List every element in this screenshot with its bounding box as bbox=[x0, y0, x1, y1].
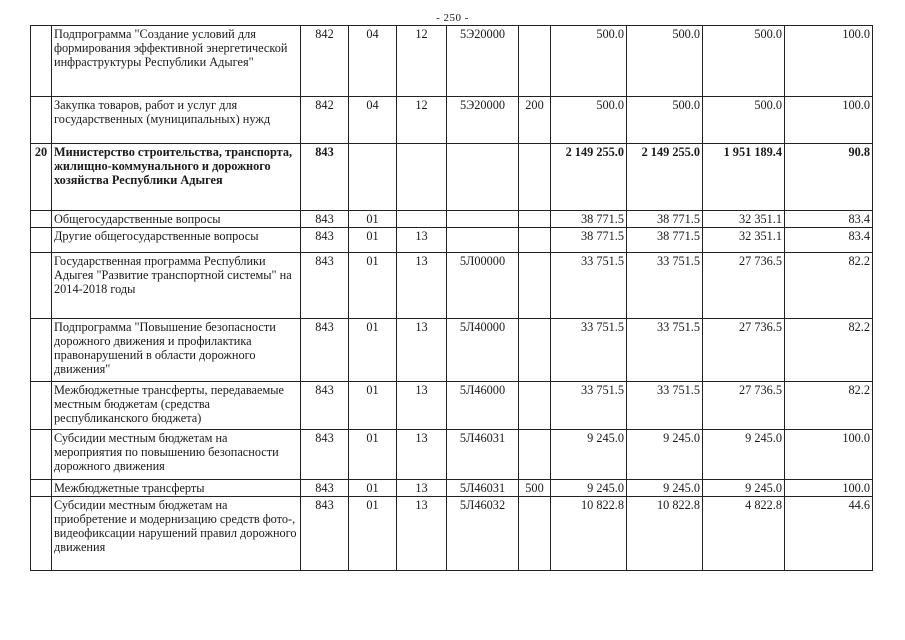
cell-ved: 843 bbox=[301, 382, 349, 430]
cell-plan: 9 245.0 bbox=[551, 480, 627, 497]
cell-pct: 82.2 bbox=[785, 253, 873, 319]
cell-csr: 5Л46000 bbox=[447, 382, 519, 430]
cell-rz: 01 bbox=[349, 253, 397, 319]
cell-pr: 12 bbox=[397, 97, 447, 144]
cell-utv: 38 771.5 bbox=[627, 228, 703, 253]
cell-ved: 842 bbox=[301, 97, 349, 144]
cell-pct: 83.4 bbox=[785, 228, 873, 253]
cell-isp: 1 951 189.4 bbox=[703, 144, 785, 211]
table-row bbox=[31, 144, 873, 211]
cell-plan: 10 822.8 bbox=[551, 497, 627, 571]
page-number: - 250 - bbox=[436, 12, 469, 24]
cell-isp: 27 736.5 bbox=[703, 319, 785, 382]
cell-isp: 4 822.8 bbox=[703, 497, 785, 571]
cell-isp: 27 736.5 bbox=[703, 382, 785, 430]
cell-csr: 5Л46032 bbox=[447, 497, 519, 571]
cell-ved: 843 bbox=[301, 253, 349, 319]
cell-rz: 01 bbox=[349, 382, 397, 430]
table-row bbox=[31, 211, 873, 228]
cell-plan: 38 771.5 bbox=[551, 211, 627, 228]
cell-pct: 100.0 bbox=[785, 26, 873, 97]
cell-n bbox=[31, 497, 52, 571]
cell-ved: 843 bbox=[301, 480, 349, 497]
cell-vr: 200 bbox=[519, 97, 551, 144]
cell-pct: 44.6 bbox=[785, 497, 873, 571]
cell-n bbox=[31, 382, 52, 430]
cell-vr bbox=[519, 382, 551, 430]
cell-plan: 500.0 bbox=[551, 97, 627, 144]
cell-isp: 32 351.1 bbox=[703, 211, 785, 228]
cell-utv: 38 771.5 bbox=[627, 211, 703, 228]
cell-pr bbox=[397, 211, 447, 228]
cell-pct: 82.2 bbox=[785, 382, 873, 430]
cell-csr bbox=[447, 211, 519, 228]
cell-rz: 04 bbox=[349, 26, 397, 97]
cell-rz: 01 bbox=[349, 319, 397, 382]
cell-plan: 33 751.5 bbox=[551, 382, 627, 430]
cell-pct: 90.8 bbox=[785, 144, 873, 211]
cell-utv: 33 751.5 bbox=[627, 382, 703, 430]
cell-isp: 500.0 bbox=[703, 97, 785, 144]
cell-vr bbox=[519, 26, 551, 97]
cell-pct: 83.4 bbox=[785, 211, 873, 228]
cell-pr: 13 bbox=[397, 228, 447, 253]
cell-csr: 5Л46031 bbox=[447, 480, 519, 497]
cell-ved: 843 bbox=[301, 319, 349, 382]
cell-ved: 843 bbox=[301, 144, 349, 211]
cell-vr bbox=[519, 211, 551, 228]
cell-rz: 01 bbox=[349, 480, 397, 497]
cell-ved: 843 bbox=[301, 430, 349, 480]
table-row bbox=[31, 497, 873, 571]
cell-ved: 843 bbox=[301, 228, 349, 253]
cell-name: Подпрограмма "Создание условий для формирования эффективной энергетической инфраструктуры Республики Адыгея" bbox=[52, 26, 301, 97]
cell-pr: 13 bbox=[397, 480, 447, 497]
cell-vr bbox=[519, 144, 551, 211]
cell-name: Министерство строительства, транспорта, жилищно-коммунального и дорожного хозяйства Республики Адыгея bbox=[52, 144, 301, 211]
cell-isp: 32 351.1 bbox=[703, 228, 785, 253]
cell-csr: 5Л00000 bbox=[447, 253, 519, 319]
cell-pct: 100.0 bbox=[785, 480, 873, 497]
table-body bbox=[31, 26, 873, 571]
cell-pct: 100.0 bbox=[785, 97, 873, 144]
cell-vr bbox=[519, 319, 551, 382]
cell-vr bbox=[519, 497, 551, 571]
budget-table bbox=[30, 25, 873, 571]
cell-name: Закупка товаров, работ и услуг для государственных (муниципальных) нужд bbox=[52, 97, 301, 144]
cell-csr: 5Л46031 bbox=[447, 430, 519, 480]
cell-pr: 13 bbox=[397, 382, 447, 430]
cell-name: Межбюджетные трансферты, передаваемые местным бюджетам (средства республиканского бюджета) bbox=[52, 382, 301, 430]
table-row bbox=[31, 97, 873, 144]
cell-pr bbox=[397, 144, 447, 211]
cell-name: Межбюджетные трансферты bbox=[52, 480, 301, 497]
cell-utv: 500.0 bbox=[627, 97, 703, 144]
cell-n bbox=[31, 253, 52, 319]
cell-name: Субсидии местным бюджетам на приобретение и модернизацию средств фото-, видеофиксации нарушений правил дорожного движения bbox=[52, 497, 301, 571]
table-row bbox=[31, 253, 873, 319]
cell-name: Субсидии местным бюджетам на мероприятия по повышению безопасности дорожного движения bbox=[52, 430, 301, 480]
cell-csr: 5Э20000 bbox=[447, 26, 519, 97]
cell-n bbox=[31, 211, 52, 228]
cell-n bbox=[31, 26, 52, 97]
cell-utv: 9 245.0 bbox=[627, 430, 703, 480]
cell-n: 20 bbox=[31, 144, 52, 211]
cell-n bbox=[31, 228, 52, 253]
table-row bbox=[31, 430, 873, 480]
cell-name: Государственная программа Республики Адыгея "Развитие транспортной системы" на 2014-2018 годы bbox=[52, 253, 301, 319]
cell-isp: 27 736.5 bbox=[703, 253, 785, 319]
cell-ved: 842 bbox=[301, 26, 349, 97]
cell-pr: 13 bbox=[397, 430, 447, 480]
cell-plan: 33 751.5 bbox=[551, 253, 627, 319]
cell-utv: 33 751.5 bbox=[627, 253, 703, 319]
cell-rz: 01 bbox=[349, 211, 397, 228]
cell-rz: 01 bbox=[349, 228, 397, 253]
cell-csr: 5Э20000 bbox=[447, 97, 519, 144]
cell-utv: 33 751.5 bbox=[627, 319, 703, 382]
cell-utv: 10 822.8 bbox=[627, 497, 703, 571]
cell-name: Другие общегосударственные вопросы bbox=[52, 228, 301, 253]
cell-plan: 38 771.5 bbox=[551, 228, 627, 253]
cell-csr: 5Л40000 bbox=[447, 319, 519, 382]
cell-pr: 12 bbox=[397, 26, 447, 97]
cell-csr bbox=[447, 144, 519, 211]
cell-vr bbox=[519, 253, 551, 319]
cell-plan: 2 149 255.0 bbox=[551, 144, 627, 211]
cell-n bbox=[31, 97, 52, 144]
cell-csr bbox=[447, 228, 519, 253]
cell-isp: 9 245.0 bbox=[703, 480, 785, 497]
cell-plan: 500.0 bbox=[551, 26, 627, 97]
cell-isp: 9 245.0 bbox=[703, 430, 785, 480]
cell-utv: 500.0 bbox=[627, 26, 703, 97]
table-row bbox=[31, 382, 873, 430]
cell-n bbox=[31, 430, 52, 480]
cell-pr: 13 bbox=[397, 497, 447, 571]
cell-pct: 82.2 bbox=[785, 319, 873, 382]
cell-pr: 13 bbox=[397, 253, 447, 319]
cell-vr: 500 bbox=[519, 480, 551, 497]
table-row bbox=[31, 480, 873, 497]
cell-pct: 100.0 bbox=[785, 430, 873, 480]
cell-plan: 9 245.0 bbox=[551, 430, 627, 480]
table-row bbox=[31, 26, 873, 97]
cell-rz: 01 bbox=[349, 497, 397, 571]
cell-name: Подпрограмма "Повышение безопасности дорожного движения и профилактика правонарушений в области дорожного движения" bbox=[52, 319, 301, 382]
cell-name: Общегосударственные вопросы bbox=[52, 211, 301, 228]
cell-rz: 04 bbox=[349, 97, 397, 144]
cell-rz: 01 bbox=[349, 430, 397, 480]
cell-rz bbox=[349, 144, 397, 211]
cell-ved: 843 bbox=[301, 497, 349, 571]
cell-ved: 843 bbox=[301, 211, 349, 228]
cell-vr bbox=[519, 228, 551, 253]
table-row bbox=[31, 319, 873, 382]
cell-n bbox=[31, 480, 52, 497]
cell-utv: 9 245.0 bbox=[627, 480, 703, 497]
cell-n bbox=[31, 319, 52, 382]
cell-utv: 2 149 255.0 bbox=[627, 144, 703, 211]
table-row bbox=[31, 228, 873, 253]
cell-vr bbox=[519, 430, 551, 480]
cell-pr: 13 bbox=[397, 319, 447, 382]
cell-plan: 33 751.5 bbox=[551, 319, 627, 382]
cell-isp: 500.0 bbox=[703, 26, 785, 97]
